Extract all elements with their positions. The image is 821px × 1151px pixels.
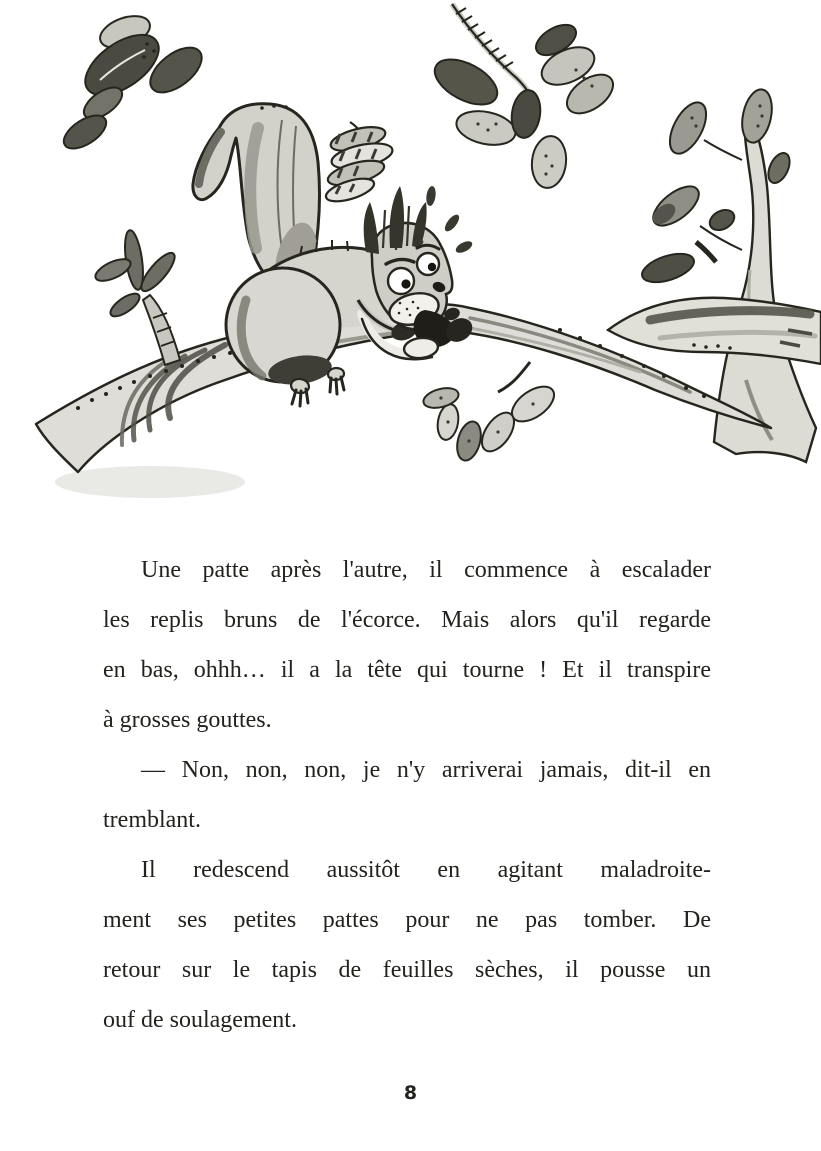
head-tuft bbox=[364, 186, 427, 254]
hanging-nut-twig bbox=[428, 4, 620, 190]
top-left-leaf-cluster bbox=[58, 10, 209, 155]
story-line: retour sur le tapis de feuilles sèches, il pousse un bbox=[103, 957, 711, 983]
squirrel-on-branch-illustration bbox=[0, 0, 821, 500]
story-line: à grosses gouttes. bbox=[103, 707, 272, 733]
thick-right-branch bbox=[608, 298, 821, 364]
story-line: tremblant. bbox=[103, 807, 201, 833]
story-line: ment ses petites pattes pour ne pas tomber. De bbox=[103, 907, 711, 933]
story-line: ouf de soulagement. bbox=[103, 1007, 297, 1033]
nut-stack bbox=[323, 122, 394, 206]
story-line: Une patte après l'autre, il commence à escalader bbox=[141, 557, 711, 583]
leaf-sprig-bottom bbox=[421, 362, 560, 463]
leaf-sprig-left bbox=[92, 229, 180, 365]
story-line: en bas, ohhh… il a la tête qui tourne ! Et il transpire bbox=[103, 657, 711, 683]
story-line: — Non, non, non, je n'y arriverai jamais, dit-il en bbox=[141, 757, 711, 783]
story-text bbox=[103, 545, 711, 1045]
story-line: Il redescend aussitôt en agitant maladroite- bbox=[141, 857, 711, 883]
page-number: 8 bbox=[403, 1082, 418, 1104]
story-line: les replis bruns de l'écorce. Mais alors qu'il regarde bbox=[103, 607, 711, 633]
